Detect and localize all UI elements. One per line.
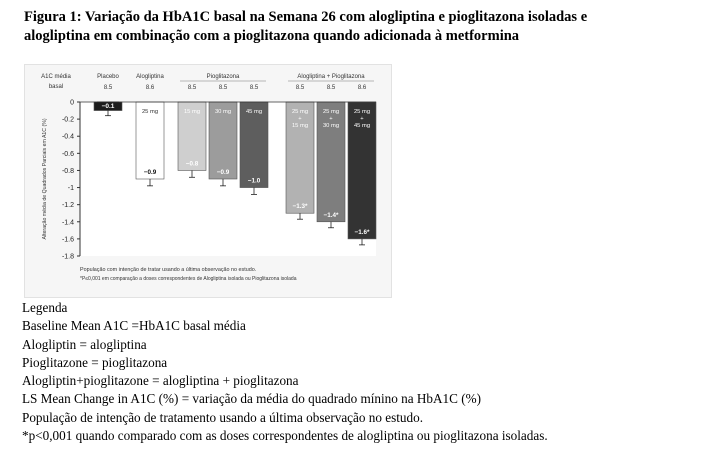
value-label: −0.9 — [143, 169, 157, 176]
dose-label: 25 mg — [322, 109, 340, 115]
y-tick-label: -1.6 — [61, 236, 74, 244]
dose-label: 30 mg — [214, 109, 232, 115]
y-tick-label: -0.6 — [61, 150, 74, 158]
figure-caption — [24, 8, 704, 46]
legend-line-significance: *p<0,001 quando comparado com as doses correspondentes de alogliptina ou pioglitazona isoladas. — [22, 428, 548, 444]
dose-label: 25 mg — [353, 109, 371, 115]
baseline-value: 8.5 — [103, 85, 113, 91]
group-label: Alogliptina — [136, 74, 164, 80]
baseline-header: A1C média — [41, 74, 71, 80]
value-label: −1.0 — [247, 177, 261, 185]
value-label: −0.9 — [216, 169, 230, 176]
dose-label: 25 mg — [141, 109, 159, 115]
footnote-population: População com intenção de tratar usando a última observação no estudo. — [80, 267, 257, 273]
dose-label: + — [360, 116, 364, 122]
legend-line-population: População de intenção de tratamento usando a última observação no estudo. — [22, 409, 423, 425]
value-label: −1.4* — [323, 211, 339, 219]
y-tick-label: -0.2 — [61, 116, 74, 124]
baseline-value: 8.5 — [249, 85, 259, 91]
dose-label: + — [329, 116, 333, 122]
legend-line-combination: Alogliptin+pioglitazone = alogliptina + pioglitazona — [22, 373, 299, 389]
baseline-value: 8.5 — [326, 85, 336, 91]
value-label: −0.1 — [101, 102, 115, 110]
baseline-value: 8.6 — [145, 85, 155, 91]
legend-line-alogliptin: Alogliptin = alogliptina — [22, 336, 147, 352]
value-label: −1.6* — [354, 228, 370, 236]
legend-block — [22, 299, 712, 445]
y-tick-label: 0 — [70, 99, 74, 107]
dose-label: 30 mg — [322, 123, 340, 129]
dose-label: + — [298, 116, 302, 122]
caption-line-1: Figura 1: Variação da HbA1C basal na Semana 26 com alogliptina e pioglitazona isoladas e — [24, 9, 588, 25]
y-tick-label: -1.4 — [61, 219, 74, 227]
dose-label: 15 mg — [183, 109, 201, 115]
y-axis-title: Alteração média de Quadrados Parciais em A1C (%) — [42, 118, 48, 240]
caption-line-2: alogliptina em combinação com a pioglitazona quando adicionada à metformina — [24, 28, 520, 44]
footnote-significance: *P≤0,001 em comparação a doses correspondentes de Alogliptina isolada ou Pioglitazona isolada — [80, 276, 297, 282]
baseline-header-2: basal — [48, 84, 64, 90]
value-label: −1.3* — [292, 203, 308, 211]
legend-line-baseline: Baseline Mean A1C =HbA1C basal média — [22, 318, 246, 334]
dose-label: 15 mg — [291, 123, 309, 129]
baseline-value: 8.5 — [295, 85, 305, 91]
dose-label: 45 mg — [245, 109, 263, 115]
y-tick-label: -1.2 — [61, 202, 74, 210]
baseline-value: 8.6 — [357, 85, 367, 91]
hba1c-bar-chart — [24, 64, 390, 296]
value-label: −0.8 — [185, 160, 199, 168]
legend-line-ls-mean: LS Mean Change in A1C (%) = variação da média do quadrado mínino na HbA1C (%) — [22, 391, 481, 407]
y-tick-label: -1 — [67, 185, 74, 193]
legend-title: Legenda — [22, 300, 68, 315]
y-tick-label: -0.8 — [61, 167, 74, 175]
dose-label: 45 mg — [353, 123, 371, 129]
baseline-value: 8.5 — [187, 85, 197, 91]
dose-label: 25 mg — [291, 109, 309, 115]
y-tick-label: -0.4 — [61, 133, 74, 141]
y-tick-label: -1.8 — [61, 253, 74, 261]
group-label: Placebo — [97, 74, 119, 80]
legend-line-pioglitazone: Pioglitazone = pioglitazona — [22, 354, 168, 370]
group-label: Pioglitazona — [206, 74, 240, 80]
group-label: Alogliptina + Pioglitazona — [297, 74, 365, 80]
baseline-value: 8.5 — [218, 85, 228, 91]
